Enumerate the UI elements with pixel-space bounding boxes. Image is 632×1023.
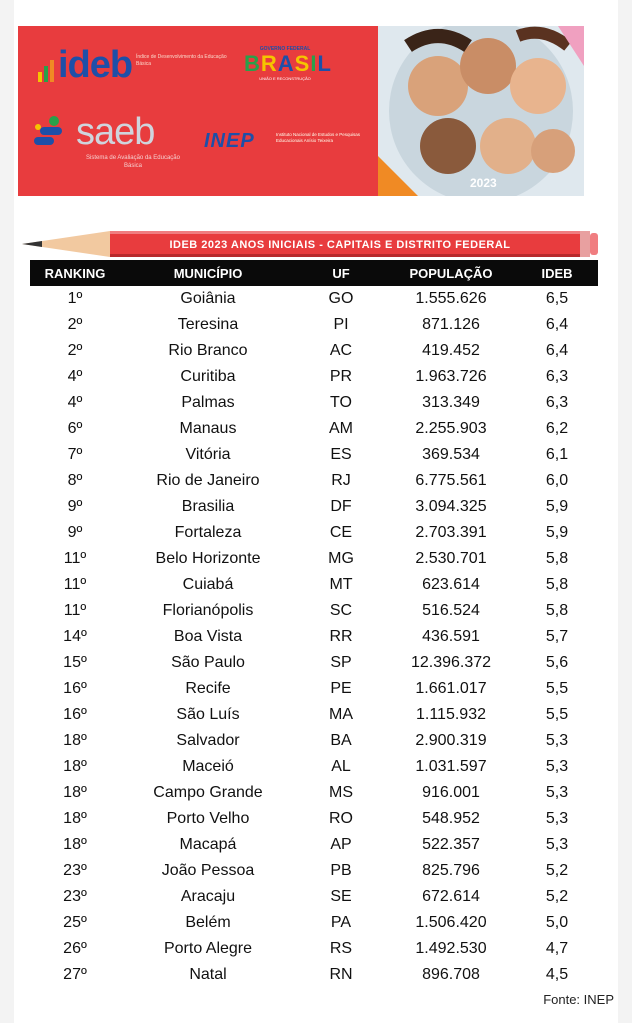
ideb-cell: 6,3 [545,368,569,385]
rank-cell: 16º [63,706,87,723]
rank-cell: 18º [63,758,87,775]
rank-cell: 11º [63,550,87,567]
photo-year: 2023 [470,176,497,190]
table-row [30,780,598,806]
uf-cell: MT [329,576,353,593]
uf-cell: RN [329,966,353,983]
header-banner [18,26,584,196]
governo-federal-logo [244,46,332,81]
uf-cell: AP [330,836,352,853]
municipio-cell: João Pessoa [161,862,255,879]
municipio-cell: Boa Vista [173,628,243,645]
table-row [30,598,598,624]
table-row [30,754,598,780]
table-title: IDEB 2023 ANOS INICIAIS - CAPITAIS E DISTRITO FEDERAL [169,239,511,251]
rank-cell: 9º [67,498,83,515]
uf-cell: AM [329,420,353,437]
uf-cell: DF [330,498,352,515]
ideb-cell: 5,9 [545,524,569,541]
uf-cell: SC [329,602,353,619]
municipio-cell: Belém [185,914,231,931]
populacao-cell: 672.614 [422,888,480,905]
ideb-cell: 5,5 [545,680,569,697]
saeb-subtitle: Sistema de Avaliação da Educação Básica [86,155,180,169]
table-row [30,338,598,364]
ideb-cell: 5,3 [545,758,569,775]
municipio-cell: Maceió [182,758,234,775]
table-row [30,650,598,676]
table-row [30,364,598,390]
ideb-cell: 6,0 [545,472,569,489]
ideb-cell: 5,7 [545,628,569,645]
populacao-cell: 12.396.372 [410,654,492,671]
populacao-cell: 896.708 [422,966,480,983]
municipio-cell: Vitória [185,446,231,463]
table-row [30,416,598,442]
gov-subtitle: UNIÃO E RECONSTRUÇÃO [259,76,311,81]
table-row [30,520,598,546]
rank-cell: 16º [63,680,87,697]
municipio-cell: Rio de Janeiro [156,472,260,489]
ranking-table [30,260,598,988]
rank-cell: 14º [63,628,87,645]
uf-cell: CE [329,524,353,541]
municipio-cell: Porto Alegre [163,940,253,957]
municipio-cell: Recife [185,680,231,697]
rank-cell: 18º [63,732,87,749]
children-photo [378,26,584,196]
ideb-cell: 5,5 [545,706,569,723]
rank-cell: 26º [63,940,87,957]
saeb-logo [32,111,155,153]
rank-cell: 23º [63,862,87,879]
table-row [30,858,598,884]
source-note: Fonte: INEP [543,992,614,1007]
rank-cell: 25º [63,914,87,931]
uf-cell: SP [330,654,352,671]
rank-cell: 9º [67,524,83,541]
municipio-cell: Salvador [176,732,240,749]
ideb-wordmark: ideb [58,44,133,86]
table-row [30,884,598,910]
table-row [30,962,598,988]
populacao-cell: 871.126 [422,316,480,333]
municipio-cell: Fortaleza [174,524,242,541]
ideb-cell: 5,8 [545,550,569,567]
rank-cell: 27º [63,966,87,983]
populacao-cell: 825.796 [422,862,480,879]
uf-cell: TO [330,394,352,411]
ideb-cell: 5,8 [545,602,569,619]
header-ideb: IDEB [541,265,573,281]
ideb-cell: 4,5 [545,966,569,983]
rank-cell: 2º [67,316,83,333]
populacao-cell: 1.555.626 [415,290,487,307]
uf-cell: BA [330,732,352,749]
uf-cell: PE [330,680,352,697]
populacao-cell: 313.349 [422,394,480,411]
ideb-cell: 5,2 [545,862,569,879]
gov-wordmark: BRASIL [244,51,332,76]
municipio-cell: Porto Velho [166,810,250,827]
rank-cell: 8º [67,472,83,489]
uf-cell: RO [329,810,353,827]
rank-cell: 23º [63,888,87,905]
populacao-cell: 516.524 [422,602,480,619]
populacao-cell: 1.115.932 [416,706,486,723]
ideb-cell: 5,0 [545,914,569,931]
table-header [30,260,598,286]
uf-cell: PI [333,316,349,333]
uf-cell: RJ [331,472,351,489]
municipio-cell: Florianópolis [162,602,254,619]
uf-cell: PB [330,862,352,879]
table-row [30,728,598,754]
table-row [30,572,598,598]
municipio-cell: Cuiabá [182,576,234,593]
gov-title: GOVERNO FEDERAL [259,46,311,52]
table-row [30,286,598,312]
municipio-cell: Aracaju [180,888,236,905]
rank-cell: 4º [67,394,83,411]
rank-cell: 11º [63,602,87,619]
ideb-cell: 5,3 [545,836,569,853]
table-row [30,390,598,416]
populacao-cell: 548.952 [422,810,480,827]
rank-cell: 18º [63,836,87,853]
rank-cell: 2º [67,342,83,359]
populacao-cell: 3.094.325 [415,498,487,515]
populacao-cell: 2.255.903 [415,420,487,437]
uf-cell: PA [330,914,352,931]
header-populacao: POPULAÇÃO [409,265,493,281]
municipio-cell: Manaus [179,420,237,437]
municipio-cell: São Paulo [171,654,245,671]
populacao-cell: 1.031.597 [415,758,487,775]
populacao-cell: 419.452 [422,342,480,359]
uf-cell: MA [329,706,353,723]
populacao-cell: 522.357 [422,836,480,853]
ideb-cell: 5,9 [545,498,569,515]
inep-wordmark: INEP [204,130,255,152]
ideb-bars-icon [38,60,54,82]
municipio-cell: São Luís [176,706,240,723]
ideb-cell: 5,3 [545,732,569,749]
uf-cell: AC [329,342,353,359]
ideb-subtitle: Índice de Desenvolvimento da Educação Básica [136,54,227,67]
header-municipio: MUNICÍPIO [173,265,243,281]
municipio-cell: Rio Branco [168,342,248,359]
ideb-logo [38,44,133,86]
populacao-cell: 2.530.701 [415,550,487,567]
table-body [30,286,598,988]
ideb-cell: 6,4 [545,342,569,359]
table-row [30,442,598,468]
ideb-cell: 5,3 [545,810,569,827]
municipio-cell: Teresina [177,316,239,333]
table-row [30,546,598,572]
municipio-cell: Palmas [181,394,235,411]
municipio-cell: Curitiba [180,368,236,385]
ideb-cell: 4,7 [545,940,569,957]
table-row [30,936,598,962]
populacao-cell: 436.591 [422,628,480,645]
ideb-cell: 5,3 [545,784,569,801]
uf-cell: GO [328,290,354,307]
municipio-cell: Macapá [179,836,237,853]
table-row [30,676,598,702]
uf-cell: RS [329,940,353,957]
ideb-cell: 6,5 [545,290,569,307]
populacao-cell: 2.703.391 [415,524,487,541]
table-row [30,832,598,858]
rank-cell: 18º [63,784,87,801]
table-row [30,624,598,650]
uf-cell: MS [329,784,353,801]
table-row [30,806,598,832]
populacao-cell: 1.661.017 [415,680,487,697]
rank-cell: 4º [67,368,83,385]
header-uf: UF [332,265,350,281]
populacao-cell: 2.900.319 [415,732,487,749]
populacao-cell: 1.492.530 [415,940,487,957]
populacao-cell: 6.775.561 [415,472,487,489]
ideb-cell: 6,1 [545,446,569,463]
municipio-cell: Campo Grande [153,784,263,801]
table-row [30,702,598,728]
inep-subtitle: Instituto Nacional de Estudos e Pesquisas Educacionais Anísio Teixeira [276,132,361,143]
rank-cell: 15º [63,654,87,671]
uf-cell: ES [330,446,352,463]
ideb-cell: 6,2 [545,420,569,437]
uf-cell: RR [329,628,353,645]
populacao-cell: 623.614 [422,576,480,593]
ideb-cell: 6,3 [545,394,569,411]
saeb-icon [32,115,68,149]
municipio-cell: Goiânia [180,290,236,307]
rank-cell: 7º [67,446,83,463]
uf-cell: SE [330,888,352,905]
ideb-cell: 5,2 [545,888,569,905]
saeb-wordmark: saeb [76,111,155,153]
populacao-cell: 1.963.726 [415,368,487,385]
populacao-cell: 1.506.420 [415,914,487,931]
rank-cell: 11º [63,576,87,593]
municipio-cell: Brasilia [181,498,235,515]
rank-cell: 18º [63,810,87,827]
table-row [30,312,598,338]
table-row [30,910,598,936]
table-row [30,494,598,520]
municipio-cell: Natal [189,966,227,983]
table-row [30,468,598,494]
ideb-cell: 6,4 [545,316,569,333]
rank-cell: 6º [67,420,83,437]
ideb-cell: 5,8 [545,576,569,593]
header-ranking: RANKING [44,265,106,281]
rank-cell: 1º [67,290,83,307]
populacao-cell: 916.001 [422,784,480,801]
uf-cell: MG [328,550,354,567]
uf-cell: PR [329,368,353,385]
uf-cell: AL [331,758,351,775]
municipio-cell: Belo Horizonte [155,550,261,567]
populacao-cell: 369.534 [422,446,480,463]
ideb-cell: 5,6 [545,654,569,671]
